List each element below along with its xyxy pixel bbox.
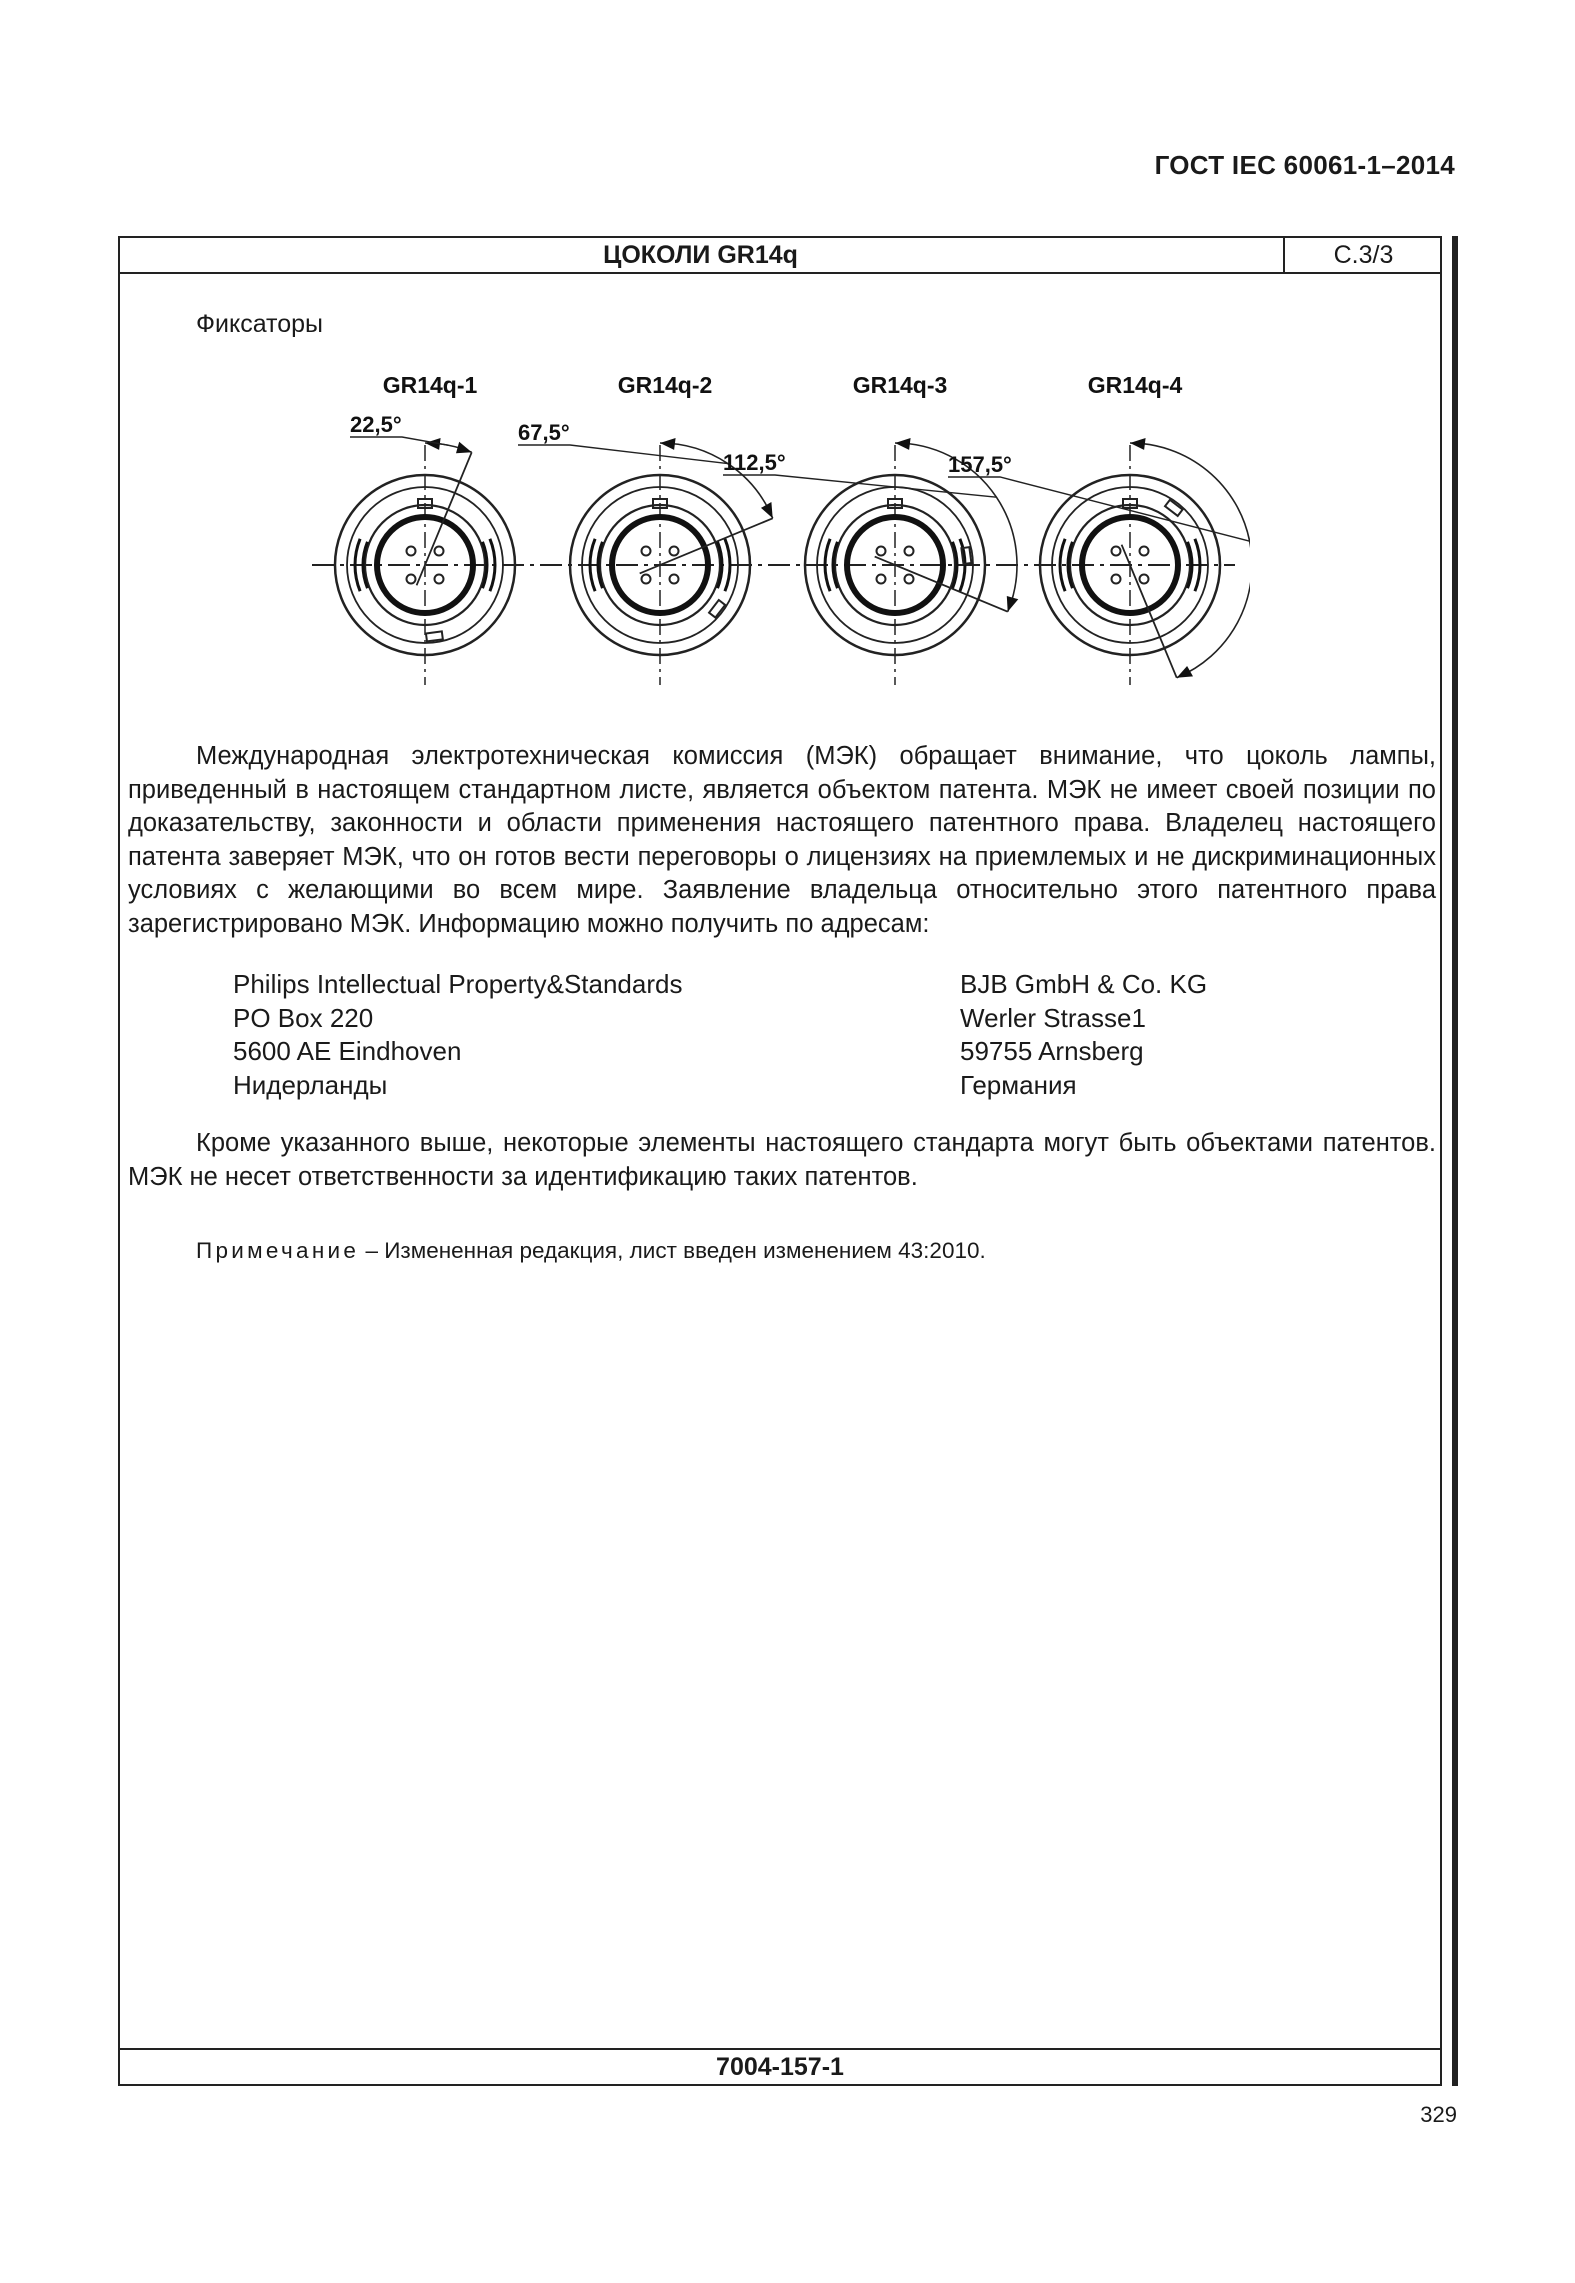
contact-pin bbox=[905, 575, 914, 584]
lug bbox=[709, 600, 725, 618]
contact-pin bbox=[877, 547, 886, 556]
contact-pin bbox=[1140, 575, 1149, 584]
contact-pin bbox=[1112, 547, 1121, 556]
variant-name: GR14q-1 bbox=[382, 372, 478, 398]
note bbox=[196, 1238, 986, 1264]
contact-pin bbox=[642, 575, 651, 584]
arrowhead bbox=[895, 438, 911, 450]
address-line: 5600 AE Eindhoven bbox=[233, 1036, 462, 1066]
footer-divider bbox=[118, 2048, 1442, 2050]
sheet-frame-edge bbox=[1452, 236, 1458, 2086]
contact-pin bbox=[435, 547, 444, 556]
variant-name: GR14q-4 bbox=[1087, 372, 1183, 398]
sheet-number: С.3/3 bbox=[1333, 241, 1394, 269]
header-divider bbox=[118, 272, 1442, 274]
address-line: 59755 Arnsberg bbox=[960, 1036, 1144, 1066]
fixators-figure bbox=[300, 360, 1250, 690]
address-bjb bbox=[960, 968, 1207, 1102]
lug bbox=[426, 631, 443, 641]
contact-pin bbox=[877, 575, 886, 584]
contact-pin bbox=[1140, 547, 1149, 556]
standard-code: ГОСТ IEC 60061-1–2014 bbox=[1154, 150, 1455, 180]
contact-pin bbox=[642, 547, 651, 556]
address-philips bbox=[233, 968, 682, 1102]
contact-pin bbox=[407, 547, 416, 556]
address-line: PO Box 220 bbox=[233, 1002, 374, 1033]
address-line: Германия bbox=[960, 1069, 1077, 1100]
contact-pin bbox=[905, 547, 914, 556]
sheet-code: 7004-157-1 bbox=[716, 2053, 844, 2081]
address-line: Нидерланды bbox=[233, 1069, 388, 1100]
address-line: Philips Intellectual Property&Standards bbox=[233, 969, 683, 999]
lug bbox=[1165, 500, 1183, 516]
address-line: BJB GmbH & Co. KG bbox=[960, 969, 1208, 999]
contact-pin bbox=[670, 575, 679, 584]
section-label: Фиксаторы bbox=[196, 310, 323, 338]
note-label: Примечание bbox=[196, 1238, 360, 1263]
angle-label: 22,5° bbox=[350, 412, 402, 437]
arrowhead bbox=[660, 438, 676, 450]
patent-paragraph: Международная электротехническая комиссия (МЭК) обращает внимание, что цоколь лампы, приведенный в настоящем стандартном листе, является объектом патента. МЭК не имеет своей позиции по доказательству, законности и области применения настоящего патентного права. Владелец настоящего патента заверяет МЭК, что он готов вести переговоры о лицензиях на приемлемых и не дискриминационных условиях с желающими во всем мире. Заявление владельца относительно этого патентного права зарегистрировано МЭК. Информацию можно получить по адресам: bbox=[128, 742, 1436, 938]
contact-pin bbox=[670, 547, 679, 556]
contact-pin bbox=[435, 575, 444, 584]
disclaimer-paragraph: Кроме указанного выше, некоторые элементы настоящего стандарта могут быть объектами патентов. МЭК не несет ответственности за идентификацию таких патентов. bbox=[128, 1129, 1436, 1191]
angle-label: 67,5° bbox=[518, 420, 570, 445]
note-text: – Измененная редакция, лист введен изменением 43:2010. bbox=[359, 1238, 986, 1263]
slot-mark bbox=[725, 539, 730, 591]
arrowhead bbox=[1130, 438, 1146, 450]
angle-leader bbox=[723, 475, 996, 497]
variant-name: GR14q-3 bbox=[852, 372, 948, 398]
sheet-title: ЦОКОЛИ GR14q bbox=[603, 241, 798, 269]
variant-name: GR14q-2 bbox=[617, 372, 713, 398]
arrowhead bbox=[456, 442, 472, 454]
contact-pin bbox=[407, 575, 416, 584]
address-line: Werler Strasse1 bbox=[960, 1002, 1146, 1033]
angle-label: 157,5° bbox=[948, 452, 1012, 477]
angle-label: 112,5° bbox=[723, 450, 786, 475]
page-number: 329 bbox=[1420, 2102, 1457, 2127]
contact-pin bbox=[1112, 575, 1121, 584]
arrowhead bbox=[1007, 596, 1019, 612]
